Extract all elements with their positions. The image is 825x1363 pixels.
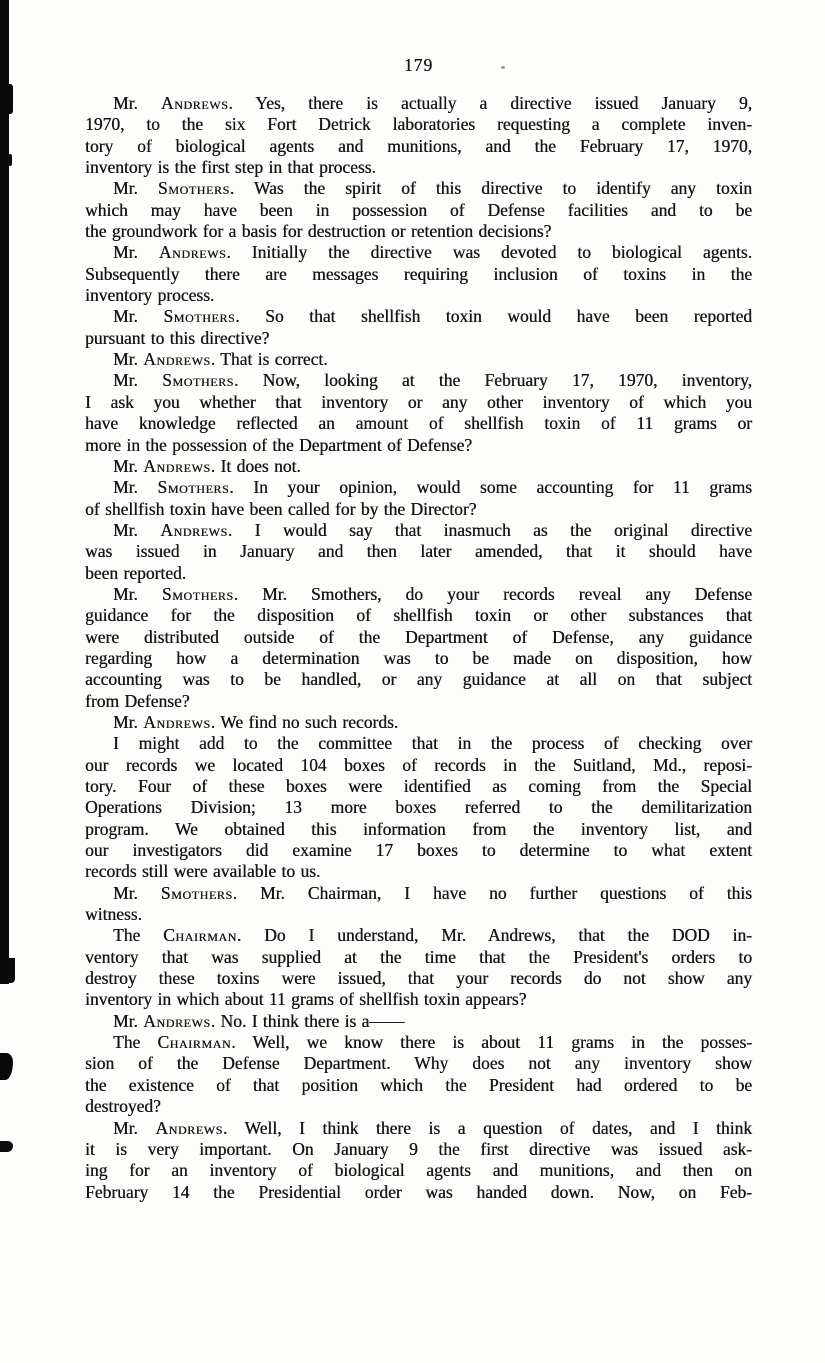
text-line: was issued in January and then later amended, that it should have — [85, 541, 752, 562]
paragraph — [85, 178, 752, 242]
text-line: been reported. — [85, 562, 187, 583]
text-line: Mr. Andrews. No. I think there is a—— — [113, 1010, 405, 1031]
paragraph — [85, 477, 752, 520]
text-line: Mr. Andrews. I would say that inasmuch as the original directive — [113, 519, 752, 540]
speaker-name: Andrews — [160, 519, 228, 540]
paragraph — [85, 584, 752, 712]
text-line: witness. — [85, 904, 142, 925]
speaker-name: Smothers — [162, 370, 234, 391]
text-line: it is very important. On January 9 the first directive was issued ask- — [85, 1138, 752, 1159]
speaker-name: Smothers — [163, 306, 236, 327]
text-line: sion of the Defense Department. Why does not any inventory show — [85, 1053, 752, 1074]
text-line: accounting was to be handled, or any guidance at all on that subject — [85, 669, 752, 690]
scan-artifact-binding-bar — [0, 0, 9, 984]
text-line: Mr. Andrews. Yes, there is actually a directive issued January 9, — [113, 93, 752, 113]
text-line: Operations Division; 13 more boxes referred to the demilitarization — [85, 797, 752, 818]
scan-artifact-bump — [8, 154, 12, 166]
text-line: Mr. Andrews. Well, I think there is a question of dates, and I think — [113, 1117, 752, 1138]
paragraph — [85, 370, 752, 455]
text-line: Mr. Smothers. Was the spirit of this directive to identify any toxin — [113, 178, 752, 199]
paragraph — [85, 242, 752, 306]
text-line: Mr. Smothers. Mr. Chairman, I have no further questions of this — [113, 882, 752, 903]
text-line: Subsequently there are messages requiring inclusion of toxins in the — [85, 263, 752, 284]
paragraph — [85, 93, 752, 178]
text-line: inventory in which about 11 grams of shellfish toxin appears? — [85, 989, 527, 1010]
text-line: tory of biological agents and munitions, and the February 17, 1970, — [85, 135, 752, 156]
text-line: our investigators did examine 17 boxes to determine to what extent — [85, 840, 752, 861]
text-line: were distributed outside of the Department of Defense, any guidance — [85, 626, 752, 647]
paragraph — [85, 1032, 752, 1117]
text-line: the existence of that position which the President had ordered to be — [85, 1074, 752, 1095]
speaker-name: Chairman — [163, 925, 237, 946]
paragraph — [85, 883, 752, 926]
text-line: of shellfish toxin have been called for by the Director? — [85, 498, 477, 519]
text-line: Mr. Andrews. We find no such records. — [113, 711, 399, 732]
text-line: which may have been in possession of Defense facilities and to be — [85, 199, 752, 220]
paragraph — [85, 1118, 752, 1203]
text-line: ventory that was supplied at the time that the President's orders to — [85, 946, 752, 967]
text-line: have knowledge reflected an amount of shellfish toxin of 11 grams or — [85, 413, 752, 434]
speaker-name: Andrews — [143, 711, 211, 732]
text-line: Mr. Smothers. Now, looking at the February 17, 1970, inventory, — [113, 370, 752, 391]
text-line: the groundwork for a basis for destruction or retention decisions? — [85, 221, 552, 242]
paragraph — [85, 306, 752, 349]
speaker-name: Chairman — [157, 1032, 232, 1053]
scan-artifact-ink-dash — [0, 1141, 13, 1152]
text-line: Mr. Andrews. It does not. — [113, 455, 301, 476]
speaker-name: Andrews — [160, 93, 229, 113]
text-line: ing for an inventory of biological agents and munitions, and then on — [85, 1160, 752, 1181]
text-line: program. We obtained this information from the inventory list, and — [85, 818, 752, 839]
text-line: our records we located 104 boxes of records in the Suitland, Md., reposi- — [85, 754, 752, 775]
text-line: 1970, to the six Fort Detrick laboratories requesting a complete inven- — [85, 114, 752, 135]
text-line: Mr. Smothers. In your opinion, would some accounting for 11 grams — [113, 477, 752, 498]
text-line: records still were available to us. — [85, 861, 321, 882]
page-number: 179 — [403, 55, 434, 75]
text-line: from Defense? — [85, 690, 190, 711]
text-line: Mr. Smothers. Mr. Smothers, do your records reveal any Defense — [113, 583, 752, 604]
text-line: inventory process. — [85, 285, 215, 306]
text-line: February 14 the Presidential order was handed down. Now, on Feb- — [85, 1181, 752, 1202]
paragraph — [85, 733, 752, 882]
speaker-name: Smothers — [157, 477, 230, 498]
speaker-name: Smothers — [161, 583, 234, 604]
speaker-name: Andrews — [155, 1117, 223, 1138]
speaker-name: Andrews — [143, 455, 211, 476]
text-line: destroyed? — [85, 1096, 161, 1117]
speaker-name: Andrews — [158, 242, 227, 263]
text-line: Mr. Andrews. That is correct. — [113, 349, 328, 370]
paragraph — [85, 925, 752, 1010]
speaker-name: Smothers — [157, 178, 230, 199]
text-line: tory. Four of these boxes were identified as coming from the Special — [85, 776, 752, 796]
paragraph — [85, 712, 752, 733]
paragraph — [85, 1011, 752, 1032]
text-line: The Chairman. Do I understand, Mr. Andrews, that the DOD in- — [113, 925, 752, 946]
speaker-name: Andrews — [143, 349, 211, 370]
text-line: I ask you whether that inventory or any other inventory of which you — [85, 391, 752, 412]
paragraph — [85, 456, 752, 477]
speaker-name: Smothers — [160, 882, 233, 903]
paragraph — [85, 520, 752, 584]
text-line: more in the possession of the Department of Defense? — [85, 434, 473, 455]
text-line: regarding how a determination was to be made on disposition, how — [85, 647, 752, 668]
text-line: destroy these toxins were issued, that your records do not show any — [85, 968, 752, 989]
scan-artifact-ink-blob — [0, 1053, 13, 1080]
text-line: The Chairman. Well, we know there is about 11 grams in the posses- — [113, 1032, 752, 1053]
speaker-name: Andrews — [143, 1010, 211, 1031]
text-line: Mr. Andrews. Initially the directive was devoted to biological agents. — [113, 242, 752, 263]
scan-artifact-bump — [8, 84, 13, 114]
text-line: inventory is the first step in that process. — [85, 157, 376, 178]
text-line: Mr. Smothers. So that shellfish toxin would have been reported — [113, 306, 752, 327]
scan-artifact-bar-foot — [0, 958, 15, 983]
paragraph — [85, 349, 752, 370]
text-line: I might add to the committee that in the process of checking over — [113, 733, 752, 754]
document-body — [85, 93, 752, 1203]
text-line: pursuant to this directive? — [85, 327, 270, 348]
text-line: guidance for the disposition of shellfish toxin or other substances that — [85, 605, 752, 626]
